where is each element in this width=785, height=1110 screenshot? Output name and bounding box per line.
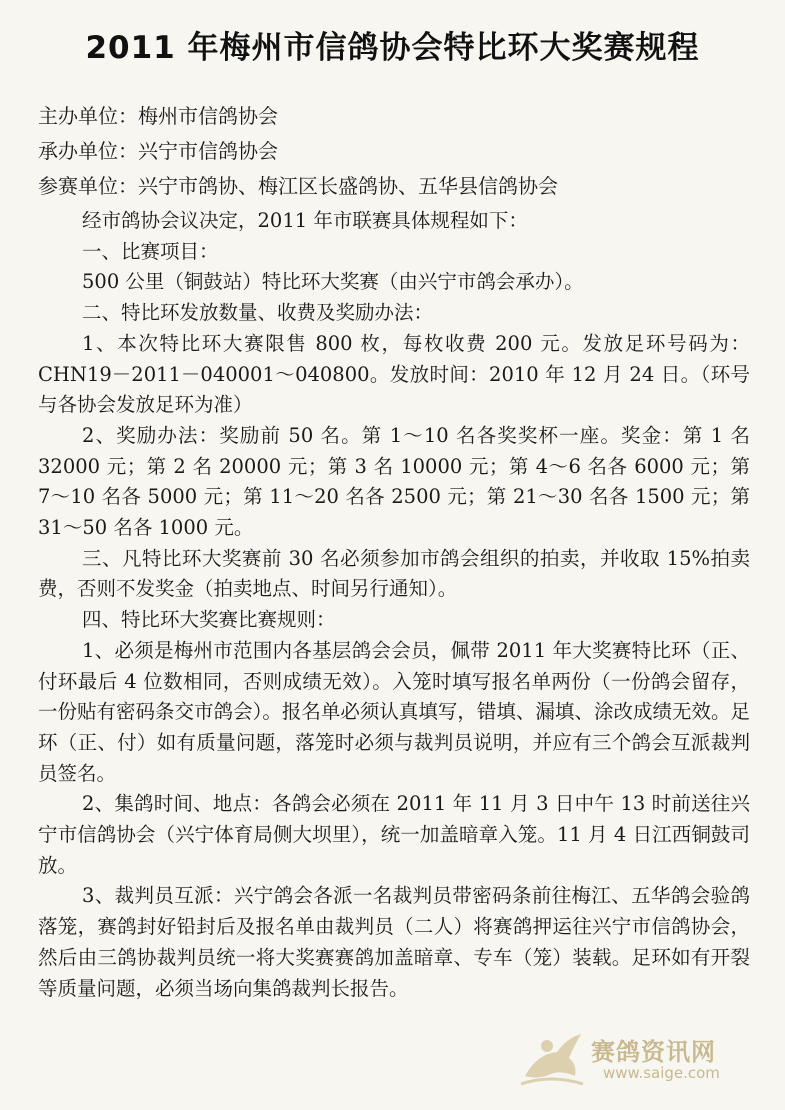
section-heading-2: 二、特比环发放数量、收费及奖励办法： [82,301,434,325]
watermark-url: www.saige.com [603,1064,720,1082]
watermark-site-name: 赛鸽资讯网 [591,1038,716,1066]
pigeon-logo-icon [517,1024,587,1090]
rule-1-paragraph: 1、必须是梅州市范围内各基层鸽会会员，佩带 2011 年大奖赛特比环（正、付环最后 4 位数相同，否则成绩无效）。入笼时填写报名单两份（一份鸽会留存，一份贴有密码条交市鸽会）。报名单必须认真填写，错填、漏填、涂改成绩无效。足环（正、付）如有质量问题，落笼时必须与裁判员说明，并应有三个鸽会互派裁判员签名。 [38,638,750,785]
intro-paragraph: 经市鸽协会议决定，2011 年市联赛具体规程如下： [82,209,528,232]
section-heading-1: 一、比赛项目： [82,239,219,263]
event-item: 500 公里（铜鼓站）特比环大奖赛（由兴宁市鸽会承办）。 [82,270,584,294]
reward-paragraph: 2、奖励办法：奖励前 50 名。第 1～10 名各奖奖杯一座。奖金：第 1 名 32000 元；第 2 名 20000 元；第 3 名 10000 元；第 4～6 名各 6000 元；第 7～10 名各 5000 元；第 11～20 名各 2500 元；第 21～30 名各 1500 元；第 31～50 名各 1000 元。 [38,423,750,540]
rule-2-paragraph: 2、集鸽时间、地点：各鸽会必须在 2011 年 11 月 3 日中午 13 时前送往兴宁市信鸽协会（兴宁体育局侧大坝里），统一加盖暗章入笼。11 月 4 日江西铜鼓司放。 [38,792,750,877]
section-heading-4: 四、特比环大奖赛比赛规则： [82,608,336,632]
document-title: 2011 年梅州市信鸽协会特比环大奖赛规程 [85,30,700,66]
rule-3-paragraph: 3、裁判员互派：兴宁鸽会各派一名裁判员带密码条前往梅江、五华鸽会验鸽落笼，赛鸽封好铅封后及报名单由裁判员（二人）将赛鸽押运往兴宁市信鸽协会，然后由三鸽协裁判员统一将大奖赛赛鸽加盖暗章、专车（笼）装载。足环如有开裂等质量问题，必须当场向集鸽裁判长报告。 [38,884,750,1000]
participants-line: 参赛单位：兴宁市鸽协、梅江区长盛鸽协、五华县信鸽协会 [38,174,558,198]
document-body [38,206,750,1004]
undertaker-line: 承办单位：兴宁市信鸽协会 [38,139,278,163]
auction-paragraph: 三、凡特比环大奖赛前 30 名必须参加市鸽会组织的拍卖，并收取 15%拍卖费，否则不发奖金（拍卖地点、时间另行通知）。 [38,546,750,601]
site-watermark [517,1020,747,1092]
ring-sales-paragraph: 1、本次特比环大赛限售 800 枚，每枚收费 200 元。发放足环号码为：CHN19－2011－040001～040800。发放时间：2010 年 12 月 24 日。（环号与各协会发放足环为准） [38,331,750,417]
organizer-line: 主办单位：梅州市信鸽协会 [38,104,278,128]
